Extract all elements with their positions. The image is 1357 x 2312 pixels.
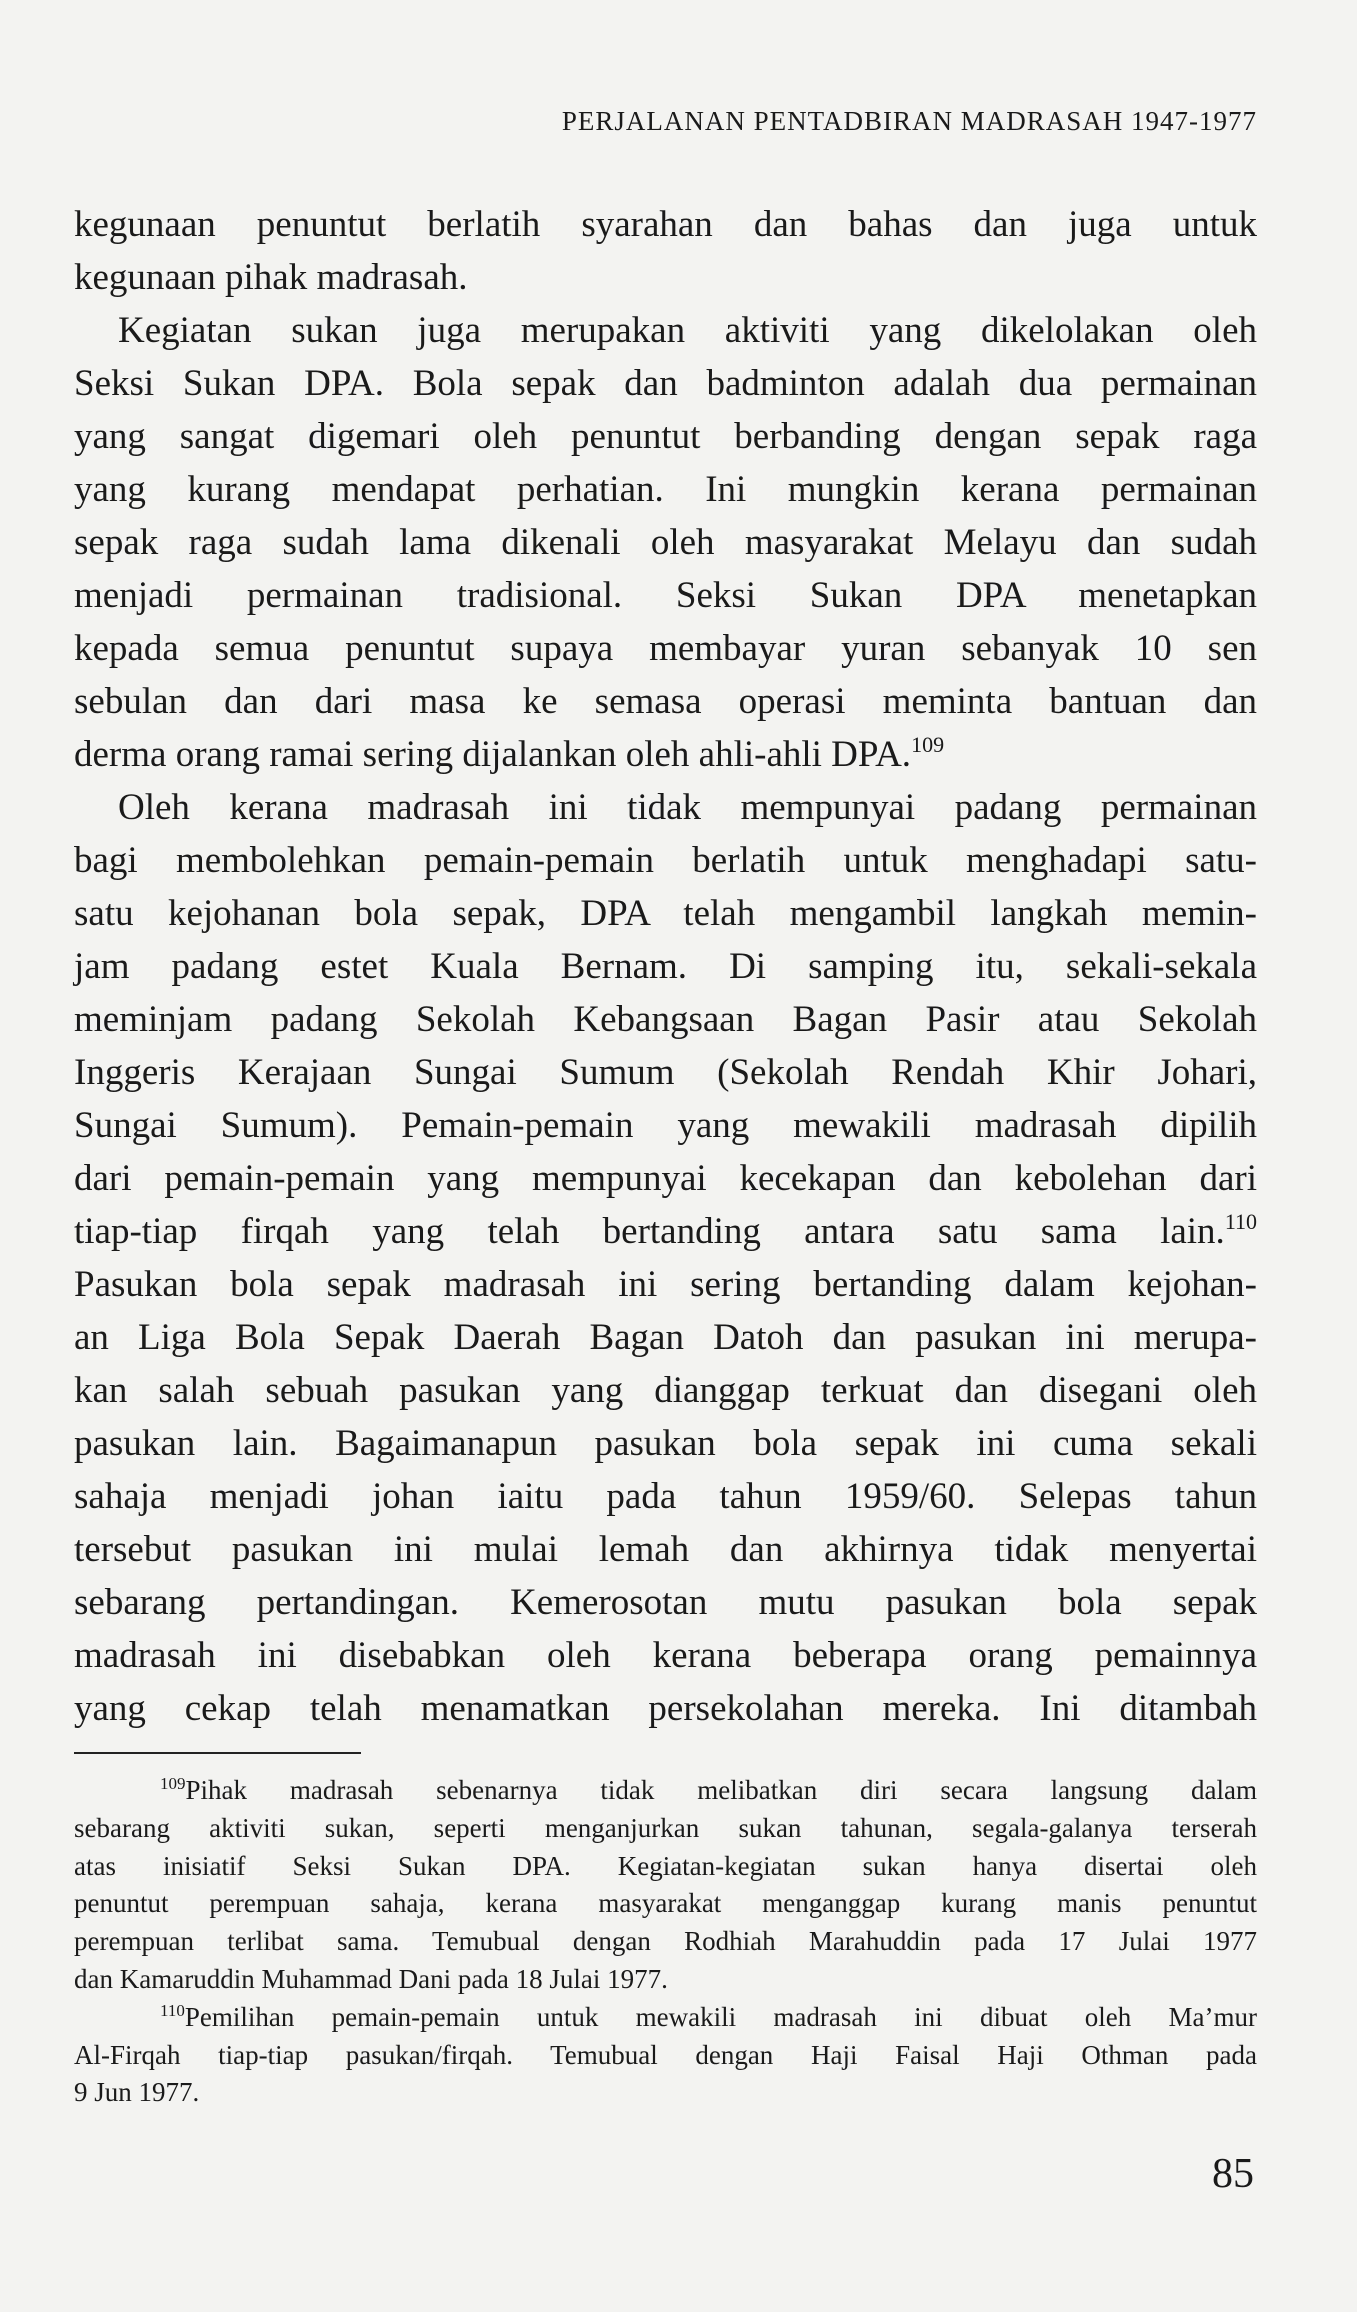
body-line xyxy=(74,198,1257,251)
body-line xyxy=(74,1470,1257,1523)
footnote-line xyxy=(74,1848,1257,1886)
line-text: kepada semua penuntut supaya membayar yuran sebanyak 10 sen xyxy=(74,628,1257,669)
line-text: tersebut pasukan ini mulai lemah dan akhirnya tidak menyertai xyxy=(74,1529,1257,1570)
line-text: kegunaan penuntut berlatih syarahan dan bahas dan juga untuk xyxy=(74,204,1257,245)
body-line xyxy=(74,993,1257,1046)
line-text: menjadi permainan tradisional. Seksi Sukan DPA menetapkan xyxy=(74,575,1257,616)
footnote-line xyxy=(74,2074,1257,2112)
footnote-line xyxy=(74,1810,1257,1848)
body-line xyxy=(74,781,1257,834)
line-text: derma orang ramai sering dijalankan oleh ahli-ahli DPA. xyxy=(74,734,912,775)
body-line xyxy=(74,516,1257,569)
footnote-reference[interactable]: 110 xyxy=(1224,1209,1257,1234)
footnote-line xyxy=(74,1961,1257,1999)
line-text: pasukan lain. Bagaimanapun pasukan bola sepak ini cuma sekali xyxy=(74,1423,1257,1464)
footnote-line xyxy=(74,2037,1257,2075)
body-line xyxy=(74,887,1257,940)
line-text: satu kejohanan bola sepak, DPA telah mengambil langkah memin- xyxy=(74,893,1257,934)
line-text: perempuan terlibat sama. Temubual dengan Rodhiah Marahuddin pada 17 Julai 1977 xyxy=(74,1926,1257,1957)
line-text: madrasah ini disebabkan oleh kerana beberapa orang pemainnya xyxy=(74,1635,1257,1676)
line-text: dari pemain-pemain yang mempunyai kecekapan dan kebolehan dari xyxy=(74,1158,1257,1199)
body-line xyxy=(74,728,1257,781)
line-text: meminjam padang Sekolah Kebangsaan Bagan Pasir atau Sekolah xyxy=(74,999,1257,1040)
body-line xyxy=(74,1258,1257,1311)
body-line xyxy=(74,622,1257,675)
line-text: Pemilihan pemain-pemain untuk mewakili madrasah ini dibuat oleh Ma’mur xyxy=(184,2001,1257,2032)
body-line xyxy=(74,1523,1257,1576)
line-text: yang cekap telah menamatkan persekolahan mereka. Ini ditambah xyxy=(74,1688,1257,1729)
line-text: Seksi Sukan DPA. Bola sepak dan badminton adalah dua permainan xyxy=(74,363,1257,404)
line-text: yang sangat digemari oleh penuntut berbanding dengan sepak raga xyxy=(74,416,1257,457)
body-line xyxy=(74,1364,1257,1417)
line-text: jam padang estet Kuala Bernam. Di samping itu, sekali-sekala xyxy=(74,946,1257,987)
line-text: Kegiatan sukan juga merupakan aktiviti yang dikelolakan oleh xyxy=(118,310,1257,351)
line-text: sebarang aktiviti sukan, seperti menganjurkan sukan tahunan, segala-galanya terserah xyxy=(74,1812,1257,1843)
body-line xyxy=(74,304,1257,357)
body-line xyxy=(74,410,1257,463)
body-line xyxy=(74,569,1257,622)
line-text: 9 Jun 1977. xyxy=(74,2077,200,2108)
line-text: penuntut perempuan sahaja, kerana masyarakat menganggap kurang manis penuntut xyxy=(74,1888,1257,1919)
page-number: 85 xyxy=(1212,2151,1254,2197)
line-text: sebarang pertandingan. Kemerosotan mutu pasukan bola sepak xyxy=(74,1582,1257,1623)
body-line xyxy=(74,1682,1257,1735)
line-text: Pihak madrasah sebenarnya tidak melibatkan diri secara langsung dalam xyxy=(185,1775,1257,1805)
body-line xyxy=(74,1046,1257,1099)
line-text: sepak raga sudah lama dikenali oleh masyarakat Melayu dan sudah xyxy=(74,522,1257,563)
footnote-reference[interactable]: 109 xyxy=(911,732,945,757)
footnote-line xyxy=(74,1923,1257,1961)
line-text: Sungai Sumum). Pemain-pemain yang mewakili madrasah dipilih xyxy=(74,1105,1257,1146)
line-text: Oleh kerana madrasah ini tidak mempunyai padang permainan xyxy=(118,787,1257,828)
body-line xyxy=(74,1311,1257,1364)
line-text: bagi membolehkan pemain-pemain berlatih untuk menghadapi satu- xyxy=(74,840,1257,881)
line-text: Pasukan bola sepak madrasah ini sering bertanding dalam kejohan- xyxy=(74,1264,1257,1305)
running-header: PERJALANAN PENTADBIRAN MADRASAH 1947-1977 xyxy=(561,106,1257,136)
body-line xyxy=(74,251,1257,304)
body-line xyxy=(74,1576,1257,1629)
line-text: yang kurang mendapat perhatian. Ini mungkin kerana permainan xyxy=(74,469,1257,510)
body-line xyxy=(74,834,1257,887)
line-text: atas inisiatif Seksi Sukan DPA. Kegiatan-kegiatan sukan hanya disertai oleh xyxy=(74,1850,1257,1881)
footnote-number: 109 xyxy=(160,1774,186,1793)
footnote-line xyxy=(74,1772,1257,1810)
line-text: an Liga Bola Sepak Daerah Bagan Datoh dan pasukan ini merupa- xyxy=(74,1317,1257,1358)
line-text: sahaja menjadi johan iaitu pada tahun 1959/60. Selepas tahun xyxy=(74,1476,1257,1517)
body-line xyxy=(74,1417,1257,1470)
footnote-number: 110 xyxy=(160,2000,185,2020)
footnote-divider xyxy=(74,1752,361,1754)
line-text: dan Kamaruddin Muhammad Dani pada 18 Julai 1977. xyxy=(74,1963,668,1994)
line-text: tiap-tiap firqah yang telah bertanding antara satu sama lain. xyxy=(74,1211,1225,1252)
footnotes xyxy=(74,1772,1257,2112)
body-line xyxy=(74,1152,1257,1205)
footnote-line xyxy=(74,1999,1257,2037)
body-line xyxy=(74,463,1257,516)
body-line xyxy=(74,675,1257,728)
body-line xyxy=(74,940,1257,993)
line-text: Al-Firqah tiap-tiap pasukan/firqah. Temubual dengan Haji Faisal Haji Othman pada xyxy=(74,2039,1257,2070)
body-line xyxy=(74,1205,1257,1258)
body-text xyxy=(74,198,1257,1735)
line-text: kan salah sebuah pasukan yang dianggap terkuat dan disegani oleh xyxy=(74,1370,1257,1411)
line-text: sebulan dan dari masa ke semasa operasi meminta bantuan dan xyxy=(74,681,1257,722)
footnote-line xyxy=(74,1885,1257,1923)
body-line xyxy=(74,1099,1257,1152)
line-text: kegunaan pihak madrasah. xyxy=(74,257,468,298)
body-line xyxy=(74,1629,1257,1682)
line-text: Inggeris Kerajaan Sungai Sumum (Sekolah Rendah Khir Johari, xyxy=(74,1052,1257,1093)
body-line xyxy=(74,357,1257,410)
